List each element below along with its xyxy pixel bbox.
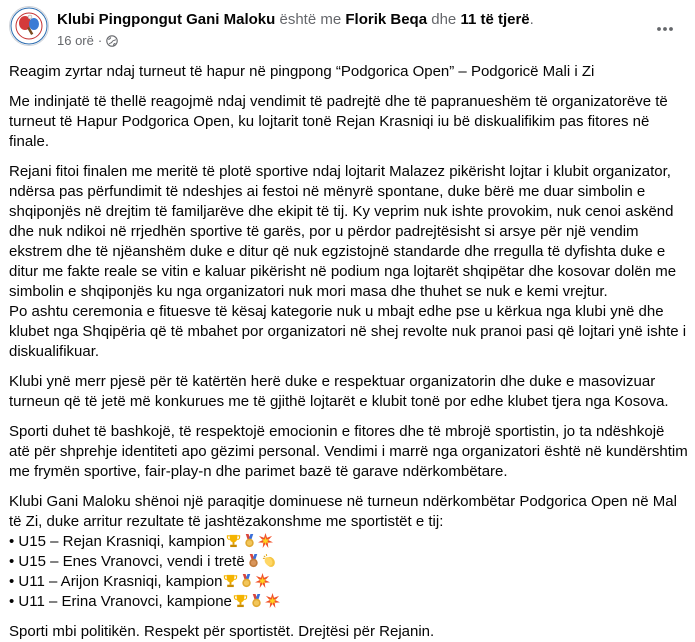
result-text: U11 – Arijon Krasniqi, kampion bbox=[14, 573, 223, 590]
medal-icon bbox=[239, 573, 254, 588]
list-item bbox=[9, 532, 689, 552]
post-header bbox=[0, 0, 695, 56]
result-text: U15 – Enes Vranovci, vendi i tretë bbox=[14, 553, 245, 570]
clapping-hands-icon bbox=[262, 553, 277, 568]
list-item bbox=[9, 572, 689, 592]
more-options-icon[interactable] bbox=[652, 16, 678, 42]
timestamp-link[interactable]: 16 orë bbox=[57, 33, 94, 48]
results-list bbox=[9, 532, 689, 612]
page-avatar[interactable] bbox=[9, 6, 49, 46]
results-intro: Klubi Gani Maloku shënoi një paraqitje dominuese në turneun ndërkombëtar Podgorica Open në Mal të Zi, duke arritur rezultate të jashtëzakonshme me sportistët e tij: bbox=[9, 493, 677, 530]
sparkle-burst-icon bbox=[258, 533, 273, 548]
post-attribution bbox=[57, 10, 534, 29]
post-paragraph: Reagim zyrtar ndaj turneut të hapur në pingpong “Podgorica Open” – Podgoricë Mali i Zi bbox=[9, 63, 595, 80]
post-paragraph: Sporti duhet të bashkojë, të respektojë emocionin e fitores dhe të mbrojë sportistin, jo ta ndëshkojë atë për shprehje identiteti apo gëzimi personal. Vendimi i marrë nga organizatori është në kundërshtim me frymën sportive, fair-play-n dhe parimet bazë të garave ndërkombëtare. bbox=[9, 423, 688, 480]
meta-separator: · bbox=[97, 33, 103, 48]
post-paragraph: Klubi ynë merr pjesë për të katërtën herë duke e respektuar organizatorin dhe duke e masovizuar turneun që të jetë më konkurues me të gjithë lojtarët e klubit tonë por edhe klubet tjera nga Kosova. bbox=[9, 373, 669, 410]
medal-icon bbox=[249, 593, 264, 608]
list-bullet: • bbox=[9, 573, 15, 590]
result-text: U11 – Erina Vranovci, kampione bbox=[14, 593, 232, 610]
trophy-icon bbox=[223, 573, 238, 588]
sparkle-burst-icon bbox=[265, 593, 280, 608]
and-text: dhe bbox=[427, 11, 461, 28]
sparkle-burst-icon bbox=[255, 573, 270, 588]
club-logo-icon bbox=[10, 7, 48, 45]
list-bullet: • bbox=[9, 593, 15, 610]
page-name-link[interactable]: Klubi Pingpongut Gani Maloku bbox=[57, 11, 276, 28]
list-bullet: • bbox=[9, 533, 15, 550]
post-paragraph: Me indinjatë të thellë reagojmë ndaj vendimit të padrejtë dhe të papranueshëm të organizatorëve të turneut të Hapur Podgorica Open, ku lojtarit tonë Rejan Krasniqi iu bë diskualifikim pas fitores në finale. bbox=[9, 93, 668, 150]
others-suffix: . bbox=[529, 11, 534, 28]
list-item bbox=[9, 592, 689, 612]
trophy-icon bbox=[233, 593, 248, 608]
trophy-icon bbox=[226, 533, 241, 548]
closing-line: Sporti mbi politikën. Respekt për sportistët. Drejtësi për Rejanin. bbox=[9, 623, 435, 640]
medal-icon bbox=[246, 553, 261, 568]
result-text: U15 – Rejan Krasniqi, kampion bbox=[14, 533, 226, 550]
tagged-person-link[interactable]: Florik Beqa bbox=[345, 11, 428, 28]
with-text: është me bbox=[275, 11, 346, 28]
list-bullet: • bbox=[9, 553, 15, 570]
post-meta bbox=[57, 33, 118, 49]
globe-icon[interactable] bbox=[106, 35, 118, 47]
list-item bbox=[9, 552, 689, 572]
medal-icon bbox=[242, 533, 257, 548]
post-paragraph: Rejani fitoi finalen me meritë të plotë sportive ndaj lojtarit Malazez pikërisht lojtar i klubit organizator, ndërsa pas përfundimit të ndeshjes ai festoi në mënyrë spontane, duke bërë me duar simbolin e shqiponjës në drejtim të familjarëve dhe ekipit të tij. Ky veprim nuk ishte provokim, nuk cenoi askënd dhe nuk ndikoi në rrjedhën sportive të garës, por u përdor padrejtësisht si arsye për një vendim ekstrem dhe të njëanshëm duke e ditur që nuk egzistojnë standarde dhe rregulla të dyfishta duke e ditur me fakte reale se vitin e kaluar pikërisht në podium nga lojtarët shqipëtar dhe kosovar dolën me simbolin e shqiponjës ku nga organizatori nuk mori masa dhe thuhet se nuk e kemi vrejtur. Po ashtu ceremonia e fituesve të kësaj kategorie nuk u mbajt edhe pse u kërkua nga klubi ynë dhe klubet nga Shqipëria që të mbahet por organizatori në shej revolte nuk pranoi pasi që lojtari ynë ishte i diskualifikuar. bbox=[9, 163, 687, 360]
post-text bbox=[9, 62, 689, 642]
others-link[interactable]: 11 të tjerë bbox=[460, 11, 530, 28]
